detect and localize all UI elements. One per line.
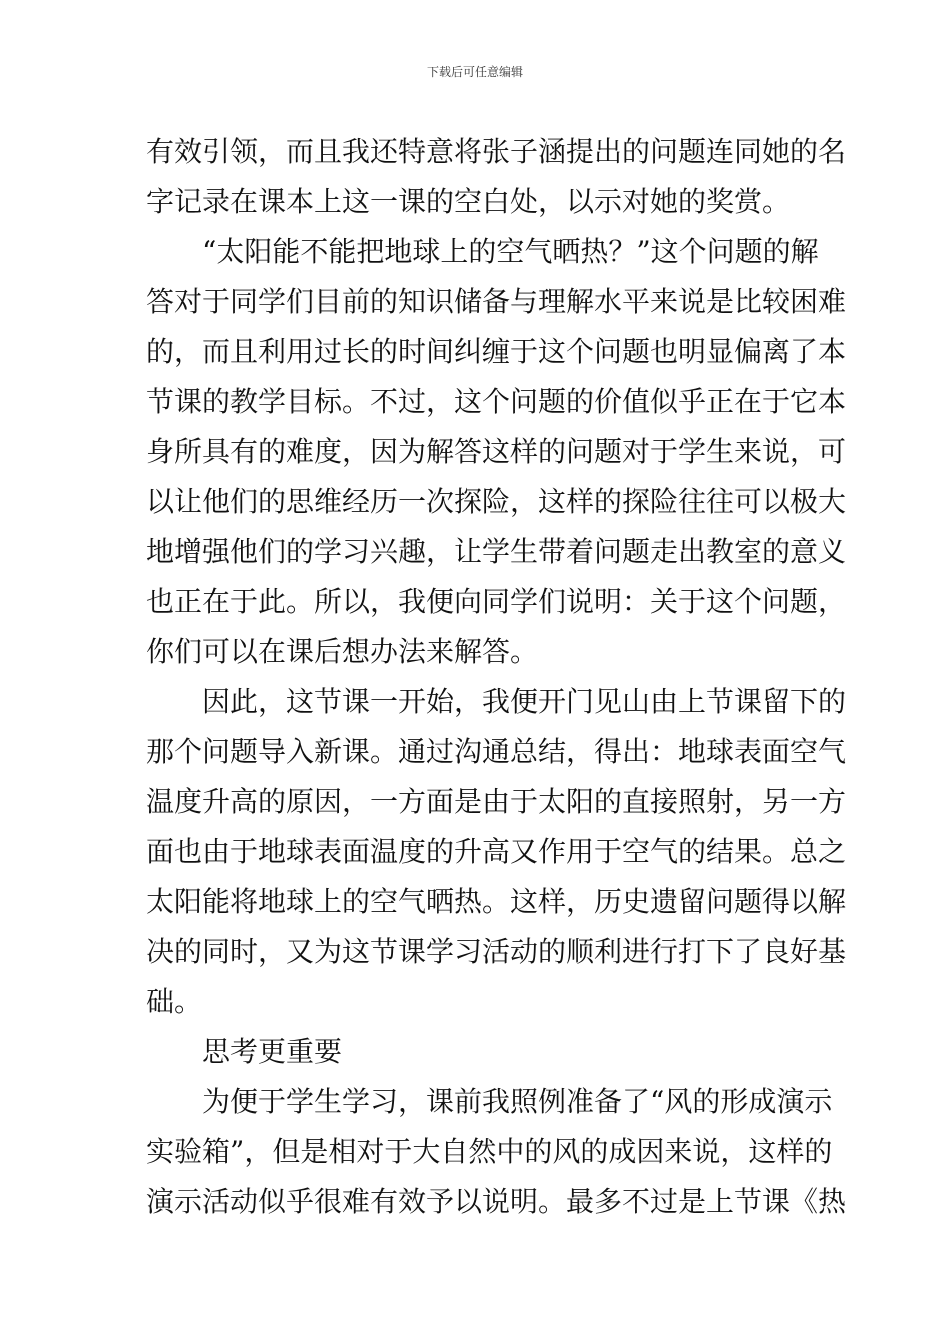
- text-line: 的，而且利用过长的时间纠缠于这个问题也明显偏离了本: [146, 335, 847, 368]
- text-line: 有效引领，而且我还特意将张子涵提出的问题连同她的名: [146, 135, 847, 168]
- text-line: 地增强他们的学习兴趣，让学生带着问题走出教室的意义: [146, 535, 847, 568]
- text-line: 因此，这节课一开始，我便开门见山由上节课留下的: [202, 685, 847, 718]
- paragraph-4: [146, 1077, 847, 1227]
- paragraph-1: [146, 127, 847, 227]
- section-heading: [146, 1027, 806, 1077]
- text-line: 也正在于此。所以，我便向同学们说明：关于这个问题，: [146, 585, 847, 618]
- heading-text: 思考更重要: [202, 1035, 343, 1068]
- text-line: 身所具有的难度，因为解答这样的问题对于学生来说，可: [146, 435, 847, 468]
- page-header-note: 下载后可任意编辑: [426, 65, 523, 79]
- text-line: 础。: [146, 985, 203, 1018]
- text-line: 那个问题导入新课。通过沟通总结，得出：地球表面空气: [146, 735, 847, 768]
- text-line: 为便于学生学习，课前我照例准备了“风的形成演示: [202, 1085, 833, 1118]
- text-line: 面也由于地球表面温度的升高又作用于空气的结果。总之: [146, 835, 847, 868]
- text-line: 你们可以在课后想办法来解答。: [146, 635, 539, 668]
- text-line: 实验箱”，但是相对于大自然中的风的成因来说，这样的: [146, 1135, 833, 1168]
- paragraph-2: [146, 227, 847, 677]
- text-line: 温度升高的原因，一方面是由于太阳的直接照射，另一方: [146, 785, 847, 818]
- text-line: 太阳能将地球上的空气晒热。这样，历史遗留问题得以解: [146, 885, 847, 918]
- text-line: 节课的教学目标。不过，这个问题的价值似乎正在于它本: [146, 385, 847, 418]
- text-line: 决的同时，又为这节课学习活动的顺利进行打下了良好基: [146, 935, 847, 968]
- text-line: “太阳能不能把地球上的空气晒热？”这个问题的解: [202, 235, 819, 268]
- text-line: 演示活动似乎很难有效予以说明。最多不过是上节课《热: [146, 1185, 847, 1218]
- paragraph-3: [146, 677, 847, 1027]
- text-line: 字记录在课本上这一课的空白处，以示对她的奖赏。: [146, 185, 791, 218]
- text-line: 答对于同学们目前的知识储备与理解水平来说是比较困难: [146, 285, 847, 318]
- text-line: 以让他们的思维经历一次探险，这样的探险往往可以极大: [146, 485, 847, 518]
- document-body: [146, 127, 847, 1227]
